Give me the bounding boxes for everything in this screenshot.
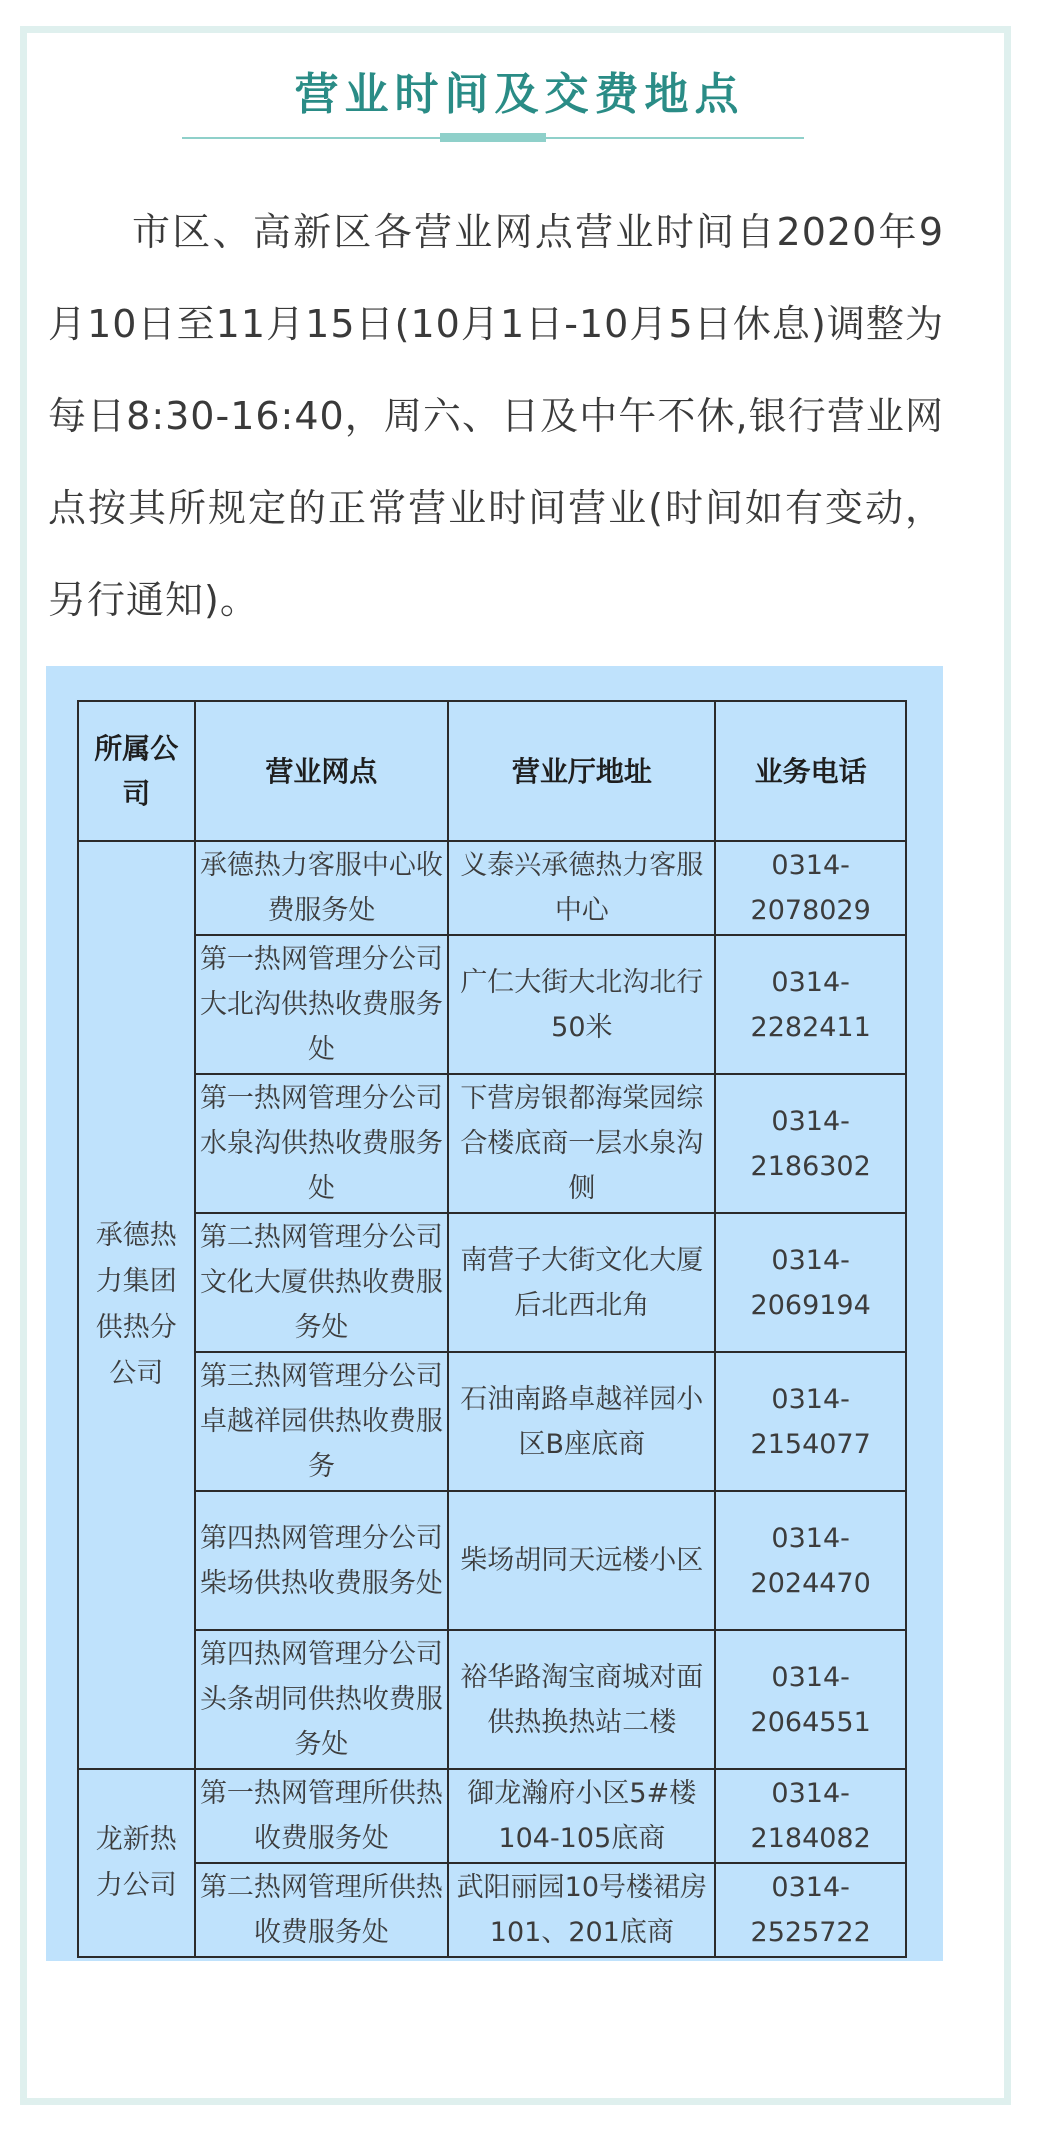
phone-cell: 0314-2024470 — [715, 1491, 906, 1630]
phone-cell: 0314-2525722 — [715, 1863, 906, 1957]
site-cell: 第二热网管理分公司文化大厦供热收费服务处 — [195, 1213, 449, 1352]
site-cell: 第一热网管理所供热收费服务处 — [195, 1769, 449, 1863]
table-row — [78, 935, 906, 1074]
address-cell: 南营子大街文化大厦后北西北角 — [448, 1213, 715, 1352]
header-address: 营业厅地址 — [448, 701, 715, 841]
table-header-row — [78, 701, 906, 841]
phone-cell: 0314-2184082 — [715, 1769, 906, 1863]
table-row — [78, 1769, 906, 1863]
company-cell: 龙新热力公司 — [78, 1769, 195, 1957]
address-cell: 武阳丽园10号楼裙房101、201底商 — [448, 1863, 715, 1957]
table-row — [78, 1074, 906, 1213]
site-cell: 第三热网管理分公司卓越祥园供热收费服务 — [195, 1352, 449, 1491]
address-cell: 义泰兴承德热力客服中心 — [448, 841, 715, 935]
site-cell: 第一热网管理分公司大北沟供热收费服务处 — [195, 935, 449, 1074]
table-row — [78, 1863, 906, 1957]
site-cell: 第四热网管理分公司头条胡同供热收费服务处 — [195, 1630, 449, 1769]
intro-paragraph: 市区、高新区各营业网点营业时间自2020年9月10日至11月15日(10月1日-10月5日休息)调整为每日8:30-16:40，周六、日及中午不休,银行营业网点按其所规定的正常营业时间营业(时间如有变动，另行通知)。 — [48, 210, 944, 622]
address-cell: 柴场胡同天远楼小区 — [448, 1491, 715, 1630]
site-cell: 承德热力客服中心收费服务处 — [195, 841, 449, 935]
phone-cell: 0314-2078029 — [715, 841, 906, 935]
company-cell: 承德热力集团供热分公司 — [78, 841, 195, 1769]
site-cell: 第二热网管理所供热收费服务处 — [195, 1863, 449, 1957]
table-row — [78, 1630, 906, 1769]
phone-cell: 0314-2069194 — [715, 1213, 906, 1352]
address-cell: 广仁大街大北沟北行50米 — [448, 935, 715, 1074]
address-cell: 下营房银都海棠园综合楼底商一层水泉沟侧 — [448, 1074, 715, 1213]
table-row — [78, 841, 906, 935]
phone-cell: 0314-2282411 — [715, 935, 906, 1074]
table-row — [78, 1352, 906, 1491]
phone-cell: 0314-2064551 — [715, 1630, 906, 1769]
header-phone: 业务电话 — [715, 701, 906, 841]
site-cell: 第一热网管理分公司水泉沟供热收费服务处 — [195, 1074, 449, 1213]
office-table — [77, 700, 907, 1958]
address-cell: 裕华路淘宝商城对面供热换热站二楼 — [448, 1630, 715, 1769]
table-row — [78, 1213, 906, 1352]
table-panel — [46, 666, 943, 1961]
phone-cell: 0314-2154077 — [715, 1352, 906, 1491]
address-cell: 御龙瀚府小区5#楼104-105底商 — [448, 1769, 715, 1863]
title-divider-accent — [440, 133, 546, 142]
header-site: 营业网点 — [195, 701, 449, 841]
header-company: 所属公司 — [78, 701, 195, 841]
address-cell: 石油南路卓越祥园小区B座底商 — [448, 1352, 715, 1491]
site-cell: 第四热网管理分公司柴场供热收费服务处 — [195, 1491, 449, 1630]
table-row — [78, 1491, 906, 1630]
page-title: 营业时间及交费地点 — [294, 69, 745, 120]
phone-cell: 0314-2186302 — [715, 1074, 906, 1213]
